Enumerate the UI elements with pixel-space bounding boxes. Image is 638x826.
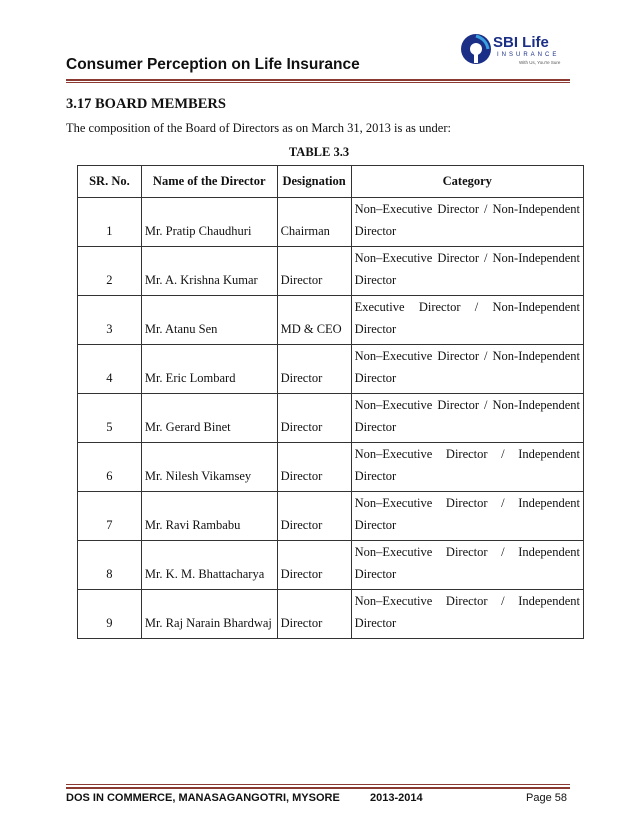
table-caption: TABLE 3.3 [288,145,350,159]
table-header-row [78,166,584,198]
cell-designation: Director [277,394,351,443]
footer-rule [66,787,570,789]
cell-sr: 6 [78,443,142,492]
cell-category: Non–Executive Director / Independent Director [351,541,583,590]
cell-sr: 1 [78,198,142,247]
cell-name: Mr. Pratip Chaudhuri [141,198,277,247]
cell-category: Non–Executive Director / Independent Director [351,492,583,541]
section-heading: 3.17 BOARD MEMBERS [66,96,226,112]
cell-sr: 7 [78,492,142,541]
footer-year: 2013-2014 [370,792,423,804]
footer-page-number: Page 58 [526,792,567,804]
footer-department: DOS IN COMMERCE, MANASAGANGOTRI, MYSORE [66,792,340,804]
cell-sr: 9 [78,590,142,639]
cell-category: Non–Executive Director / Non-Independent Director [351,198,583,247]
cell-designation: Chairman [277,198,351,247]
logo-name: SBI Life [493,34,549,51]
cell-sr: 8 [78,541,142,590]
header-rule-thin [66,82,570,83]
cell-name: Mr. A. Krishna Kumar [141,247,277,296]
cell-name: Mr. Atanu Sen [141,296,277,345]
cell-designation: MD & CEO [277,296,351,345]
header-sr-no: SR. No. [78,166,142,198]
cell-designation: Director [277,443,351,492]
cell-name: Mr. Gerard Binet [141,394,277,443]
header-category: Category [351,166,583,198]
logo-tagline: With Us, You're Sure [519,60,561,65]
intro-paragraph: The composition of the Board of Directors as on March 31, 2013 is as under: [66,121,451,135]
cell-category: Executive Director / Non-Independent Director [351,296,583,345]
footer-rule-thin [66,784,570,785]
cell-category: Non–Executive Director / Independent Director [351,590,583,639]
cell-name: Mr. Raj Narain Bhardwaj [141,590,277,639]
table-row [78,443,584,492]
cell-designation: Director [277,492,351,541]
cell-sr: 3 [78,296,142,345]
table-row [78,492,584,541]
cell-name: Mr. K. M. Bhattacharya [141,541,277,590]
table-row [78,296,584,345]
cell-designation: Director [277,590,351,639]
cell-name: Mr. Eric Lombard [141,345,277,394]
cell-category: Non–Executive Director / Independent Director [351,443,583,492]
cell-sr: 4 [78,345,142,394]
cell-name: Mr. Ravi Rambabu [141,492,277,541]
page-header-title: Consumer Perception on Life Insurance [66,56,360,73]
board-members-table [77,165,584,639]
cell-designation: Director [277,247,351,296]
cell-designation: Director [277,345,351,394]
cell-category: Non–Executive Director / Non-Independent Director [351,394,583,443]
logo-subtitle: INSURANCE [497,52,560,58]
sbi-life-logo [459,30,571,76]
cell-category: Non–Executive Director / Non-Independent Director [351,345,583,394]
logo-mark-icon [459,32,493,66]
table-row [78,345,584,394]
header-director-name: Name of the Director [141,166,277,198]
table-row [78,394,584,443]
cell-sr: 5 [78,394,142,443]
cell-category: Non–Executive Director / Non-Independent Director [351,247,583,296]
cell-designation: Director [277,541,351,590]
table-row [78,198,584,247]
header-designation: Designation [277,166,351,198]
table-row [78,590,584,639]
table-row [78,247,584,296]
table-row [78,541,584,590]
cell-name: Mr. Nilesh Vikamsey [141,443,277,492]
cell-sr: 2 [78,247,142,296]
header-rule [66,79,570,81]
